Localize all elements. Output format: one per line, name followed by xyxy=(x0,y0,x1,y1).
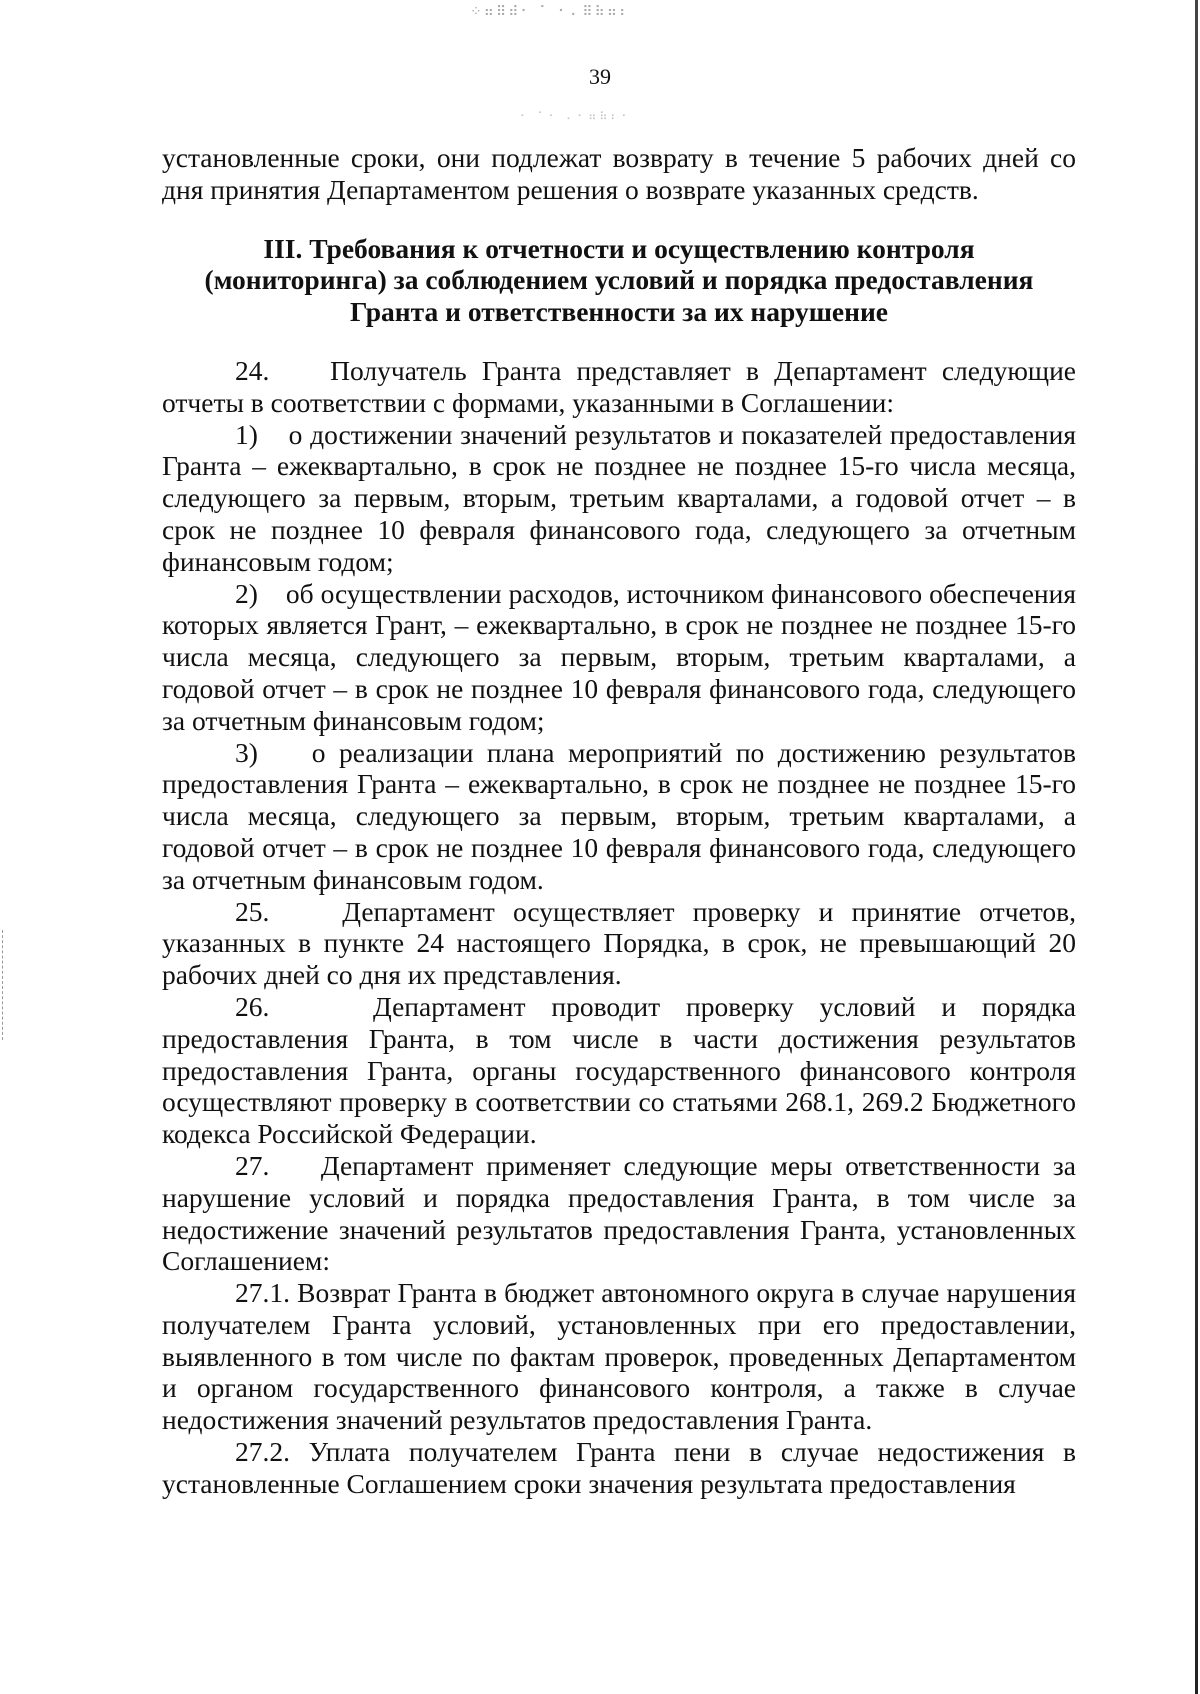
section-heading: III. Требования к отчетности и осуществлению контроля (мониторинга) за соблюдением условий и порядка предоставления Гранта и ответственности за их нарушение xyxy=(204,232,1034,328)
paragraph-25: 25. Департамент осуществляет проверку и принятие отчетов, указанных в пункте 24 настоящего Порядка, в срок, не превышающий 20 рабочих дней со дня их представления. xyxy=(162,895,1076,991)
subitem-1: 1) о достижении значений результатов и показателей предоставления Гранта – ежеквартально, в срок не позднее не позднее 15-го числа месяца, следующего за первым, вторым, третьим кварталами, а годовой отчет – в срок не позднее 10 февраля финансового года, следующего за отчетным финансовым годом; xyxy=(162,418,1076,577)
subitem-3: 3) о реализации плана мероприятий по достижению результатов предоставления Гранта – ежеквартально, в срок не позднее не позднее 15-го числа месяца, следующего за первым, вторым, третьим кварталами, а годовой отчет – в срок не позднее 10 февраля финансового года, следующего за отчетным финансовым годом. xyxy=(162,736,1076,895)
scan-edge xyxy=(1195,0,1198,1694)
paragraph-27-2: 27.2. Уплата получателем Гранта пени в случае недостижения в установленные Соглашением сроки значения результата предоставления xyxy=(162,1436,1076,1499)
scan-artifact-mid: ⠂ ⠁⠂ ⠄⠂⠶⠷⠆⠂ xyxy=(520,110,633,123)
continuation-paragraph: установленные сроки, они подлежат возврату в течение 5 рабочих дней со дня принятия Департаментом решения о возврате указанных средств. xyxy=(162,142,1076,205)
page-number: 39 xyxy=(589,64,611,89)
paragraph-24: 24. Получатель Гранта представляет в Департамент следующие отчеты в соответствии с формами, указанными в Соглашении: xyxy=(162,354,1076,418)
scan-margin-mark xyxy=(2,930,5,1040)
paragraph-27-1: 27.1. Возврат Гранта в бюджет автономного округа в случае нарушения получателем Гранта условий, установленных при его предоставлении, выявленного в том числе по фактам проверок, проведенных Департаментом и органом государственного финансового контроля, а также в случае недостижения значений результатов предоставления Гранта. xyxy=(162,1277,1076,1436)
subitem-2: 2) об осуществлении расходов, источником финансового обеспечения которых является Грант, – ежеквартально, в срок не позднее не позднее 15-го числа месяца, следующего за первым, вторым, третьим кварталами, а годовой отчет – в срок не позднее 10 февраля финансового года, следующего за отчетным финансовым годом; xyxy=(162,577,1076,736)
paragraph-26: 26. Департамент проводит проверку условий и порядка предоставления Гранта, в том числе в части достижения результатов предоставления Гранта, органы государственного финансового контроля осуществляют проверку в соответствии со статьями 268.1, 269.2 Бюджетного кодекса Российской Федерации. xyxy=(162,990,1076,1150)
scan-artifact-top: ⁘⠶⠿⠾⠂ ⠁ ⠂⠄⠿⠷⠶⠆ xyxy=(470,4,632,20)
paragraph-27: 27. Департамент применяет следующие меры ответственности за нарушение условий и порядка предоставления Гранта, в том числе за недостижение значений результатов предоставления Гранта, установленных Соглашением: xyxy=(162,1149,1076,1277)
document-body xyxy=(162,142,1076,1500)
